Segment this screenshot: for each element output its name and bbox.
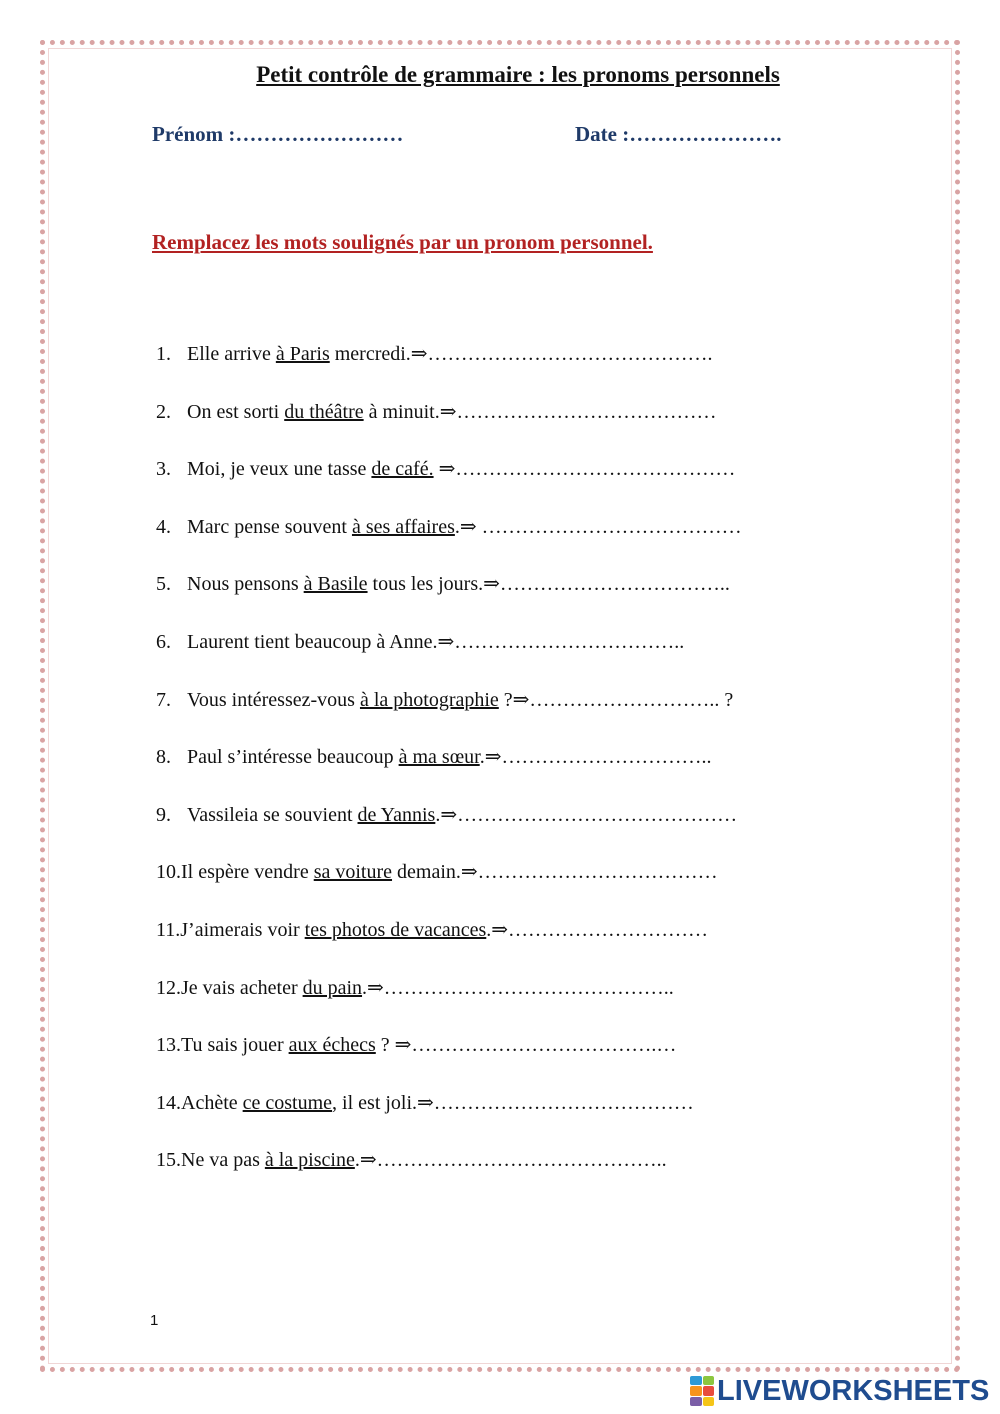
underlined-words: du pain bbox=[302, 976, 363, 999]
exercise-text: Marc pense souvent bbox=[187, 515, 352, 538]
underlined-words: à ses affaires bbox=[351, 515, 455, 538]
exercise-item bbox=[156, 513, 742, 571]
exercise-number: 12. bbox=[156, 976, 181, 999]
page-title: Petit contrôle de grammaire : les pronoms personnels bbox=[256, 62, 780, 87]
underlined-words: sa voiture bbox=[313, 861, 393, 884]
exercise-text: On est sorti bbox=[187, 400, 285, 423]
logo-tile bbox=[690, 1397, 702, 1406]
exercise-text: J’aimerais voir bbox=[180, 918, 305, 941]
underlined-words: à la photographie bbox=[359, 688, 499, 711]
exercise-item bbox=[156, 570, 742, 628]
answer-blank[interactable]: .⇒ ………………………………… bbox=[454, 515, 742, 538]
answer-blank[interactable]: .⇒………………………… bbox=[486, 918, 709, 941]
exercise-text: Vassileia se souvient bbox=[187, 803, 358, 826]
liveworksheets-logo-icon bbox=[690, 1376, 714, 1406]
brand-name: LIVEWORKSHEETS bbox=[717, 1374, 990, 1407]
exercise-number: 7. bbox=[156, 688, 171, 711]
exercise-number: 5. bbox=[156, 573, 171, 596]
underlined-words: à ma sœur bbox=[398, 746, 480, 769]
answer-blank[interactable]: , il est joli.⇒………………………………… bbox=[332, 1091, 694, 1114]
exercise-text: Tu sais jouer bbox=[181, 1034, 289, 1057]
answer-blank[interactable]: .⇒…………………………………….. bbox=[362, 976, 674, 999]
exercise-text: Achète bbox=[181, 1091, 243, 1114]
logo-tile bbox=[703, 1397, 715, 1406]
underlined-words: de Yannis bbox=[357, 803, 436, 826]
answer-blank[interactable]: à minuit.⇒………………………………… bbox=[363, 400, 717, 423]
answer-blank[interactable]: tous les jours.⇒…………………………….. bbox=[367, 573, 730, 596]
underlined-words: à Paris bbox=[275, 343, 330, 365]
answer-blank[interactable]: .⇒…………………………………… bbox=[435, 803, 738, 826]
underlined-words: tes photos de vacances bbox=[304, 918, 487, 941]
exercise-text: Il espère vendre bbox=[181, 861, 314, 884]
exercise-text: Moi, je veux une tasse bbox=[187, 458, 372, 481]
answer-blank[interactable]: .⇒…………………………………….. bbox=[354, 1149, 667, 1172]
page-number: 1 bbox=[150, 1312, 159, 1329]
underlined-words: de café. bbox=[371, 458, 434, 481]
exercise-item bbox=[156, 340, 742, 398]
exercise-item bbox=[156, 801, 742, 859]
date-field[interactable]: Date :…………………. bbox=[575, 122, 782, 146]
exercise-item bbox=[156, 398, 742, 456]
exercise-item bbox=[156, 1146, 742, 1204]
answer-blank[interactable]: ? ⇒……………………………….… bbox=[375, 1034, 677, 1057]
exercise-text: Paul s’intéresse beaucoup bbox=[187, 746, 399, 769]
exercise-item bbox=[156, 1089, 742, 1147]
exercise-item bbox=[156, 1031, 742, 1089]
exercise-item bbox=[156, 974, 742, 1032]
exercise-item bbox=[156, 916, 742, 974]
exercise-number: 10. bbox=[156, 861, 181, 884]
answer-blank[interactable]: ?⇒……………………….. ? bbox=[498, 688, 734, 711]
exercise-text: Vous intéressez-vous bbox=[187, 688, 360, 711]
underlined-words: du théâtre bbox=[284, 400, 364, 423]
exercise-number: 6. bbox=[156, 630, 171, 653]
exercise-number: 3. bbox=[156, 458, 171, 481]
underlined-words: à la piscine bbox=[264, 1149, 355, 1172]
exercise-number: 1. bbox=[156, 343, 171, 365]
answer-blank[interactable]: mercredi.⇒……………………………………. bbox=[329, 343, 713, 365]
exercise-number: 14. bbox=[156, 1091, 181, 1114]
logo-tile bbox=[690, 1386, 702, 1395]
exercise-item bbox=[156, 743, 742, 801]
exercise-number: 2. bbox=[156, 400, 171, 423]
first-name-field[interactable]: Prénom :…………………… bbox=[152, 122, 404, 146]
logo-tile bbox=[703, 1376, 715, 1385]
underlined-words: ce costume bbox=[242, 1091, 333, 1114]
exercise-text: Ne va pas bbox=[181, 1149, 265, 1172]
exercise-number: 8. bbox=[156, 746, 171, 769]
logo-tile bbox=[703, 1386, 715, 1395]
exercise-text: Laurent tient beaucoup à Anne.⇒…………………………….. bbox=[187, 630, 685, 653]
underlined-words: à Basile bbox=[303, 573, 368, 596]
exercise-text: Je vais acheter bbox=[181, 976, 303, 999]
exercise-number: 9. bbox=[156, 803, 171, 826]
exercise-item bbox=[156, 628, 742, 686]
exercise-number: 15. bbox=[156, 1149, 181, 1172]
exercise-number: 4. bbox=[156, 515, 171, 538]
underlined-words: aux échecs bbox=[288, 1034, 376, 1057]
exercise-instruction: Remplacez les mots soulignés par un pronom personnel. bbox=[152, 230, 653, 254]
exercise-text: Nous pensons bbox=[187, 573, 304, 596]
exercise-list bbox=[156, 340, 742, 1204]
exercise-number: 11. bbox=[156, 918, 181, 941]
answer-blank[interactable]: demain.⇒……………………………… bbox=[392, 861, 718, 884]
answer-blank[interactable]: .⇒………………………….. bbox=[479, 746, 712, 769]
liveworksheets-brand bbox=[690, 1374, 989, 1408]
exercise-text: Elle arrive bbox=[187, 343, 276, 365]
logo-tile bbox=[690, 1376, 702, 1385]
exercise-item bbox=[156, 858, 742, 916]
exercise-number: 13. bbox=[156, 1034, 181, 1057]
answer-blank[interactable]: ⇒…………………………………… bbox=[433, 458, 736, 481]
exercise-item bbox=[156, 686, 742, 744]
exercise-item bbox=[156, 455, 742, 513]
